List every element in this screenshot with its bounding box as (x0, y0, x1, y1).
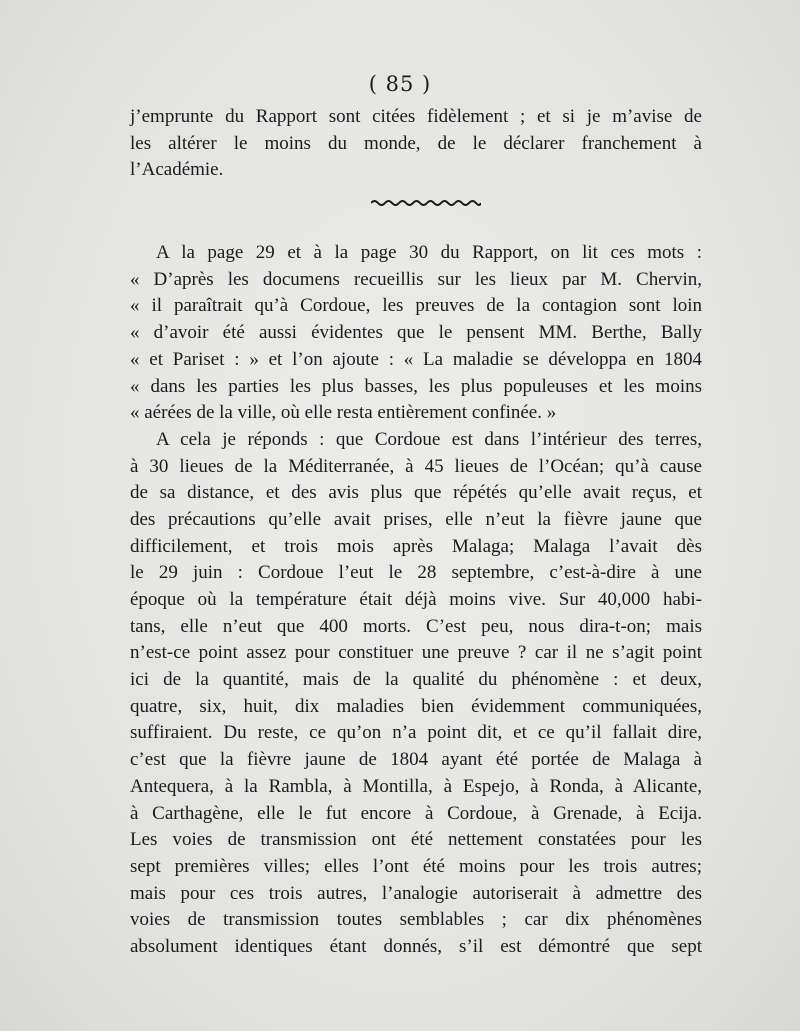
text-line: de sa distance, et des avis plus que répétés qu’elle avait reçus, et (130, 482, 702, 504)
section-divider (130, 184, 702, 222)
text-line: à Carthagène, elle le fut encore à Cordoue, à Grenade, à Ecija. (130, 802, 702, 824)
text-line: A cela je réponds : que Cordoue est dans l’intérieur des terres, (156, 428, 702, 450)
text-line: difficilement, et trois mois après Malaga; Malaga l’avait dès (130, 535, 702, 557)
text-line: ici de la quantité, mais de la qualité du phénomène : et deux, (130, 669, 702, 691)
text-line: le 29 juin : Cordoue l’eut le 28 septembre, c’est-à-dire à une (130, 562, 702, 584)
text-line: c’est que la fièvre jaune de 1804 ayant été portée de Malaga à (130, 749, 702, 771)
text-line: « aérées de la ville, où elle resta entièrement confinée. » (130, 402, 557, 424)
wavy-ornament-icon (371, 199, 481, 207)
paragraph-2 (130, 240, 702, 427)
text-line: mais pour ces trois autres, l’analogie autoriserait à admettre des (130, 882, 702, 904)
text-line: suffiraient. Du reste, ce qu’on n’a point dit, et ce qu’il fallait dire, (130, 722, 702, 744)
text-line: « dans les parties les plus basses, les plus populeuses et les moins (130, 375, 702, 397)
text-line: absolument identiques étant donnés, s’il est démontré que sept (130, 935, 702, 957)
text-line: Les voies de transmission ont été nettement constatées pour les (130, 829, 702, 851)
text-line: des précautions qu’elle avait prises, elle n’eut la fièvre jaune que (130, 508, 702, 530)
text-line: sept premières villes; elles l’ont été moins pour les trois autres; (130, 855, 702, 877)
text-line: « il paraîtrait qu’à Cordoue, les preuves de la contagion sont loin (130, 295, 702, 317)
text-line: l’Académie. (130, 159, 224, 181)
text-line: « d’avoir été aussi évidentes que le pensent MM. Berthe, Bally (130, 322, 702, 344)
text-line: « D’après les documens recueillis sur les lieux par M. Chervin, (130, 268, 702, 290)
text-line: « et Pariset : » et l’on ajoute : « La maladie se développa en 1804 (130, 348, 702, 370)
text-line: voies de transmission toutes semblables ; car dix phénomènes (130, 909, 702, 931)
text-line: à 30 lieues de la Méditerranée, à 45 lieues de l’Océan; qu’à cause (130, 455, 702, 477)
text-line: Antequera, à la Rambla, à Montilla, à Espejo, à Ronda, à Alicante, (130, 775, 702, 797)
paragraph-1 (130, 104, 702, 184)
text-line: époque où la température était déjà moins vive. Sur 40,000 habi- (130, 589, 702, 610)
text-line: A la page 29 et à la page 30 du Rapport, on lit ces mots : (156, 242, 702, 264)
page-number: ( 85 ) (368, 72, 432, 96)
text-block (130, 104, 702, 961)
text-line: n’est-ce point assez pour constituer une preuve ? car il ne s’agit point (130, 642, 702, 664)
text-line: les altérer le moins du monde, de le déclarer franchement à (130, 132, 702, 154)
text-line: j’emprunte du Rapport sont citées fidèlement ; et si je m’avise de (130, 106, 702, 127)
text-line: tans, elle n’eut que 400 morts. C’est peu, nous dira-t-on; mais (130, 615, 702, 637)
text-line: quatre, six, huit, dix maladies bien évidemment communiquées, (130, 695, 702, 717)
paragraph-3 (130, 427, 702, 961)
